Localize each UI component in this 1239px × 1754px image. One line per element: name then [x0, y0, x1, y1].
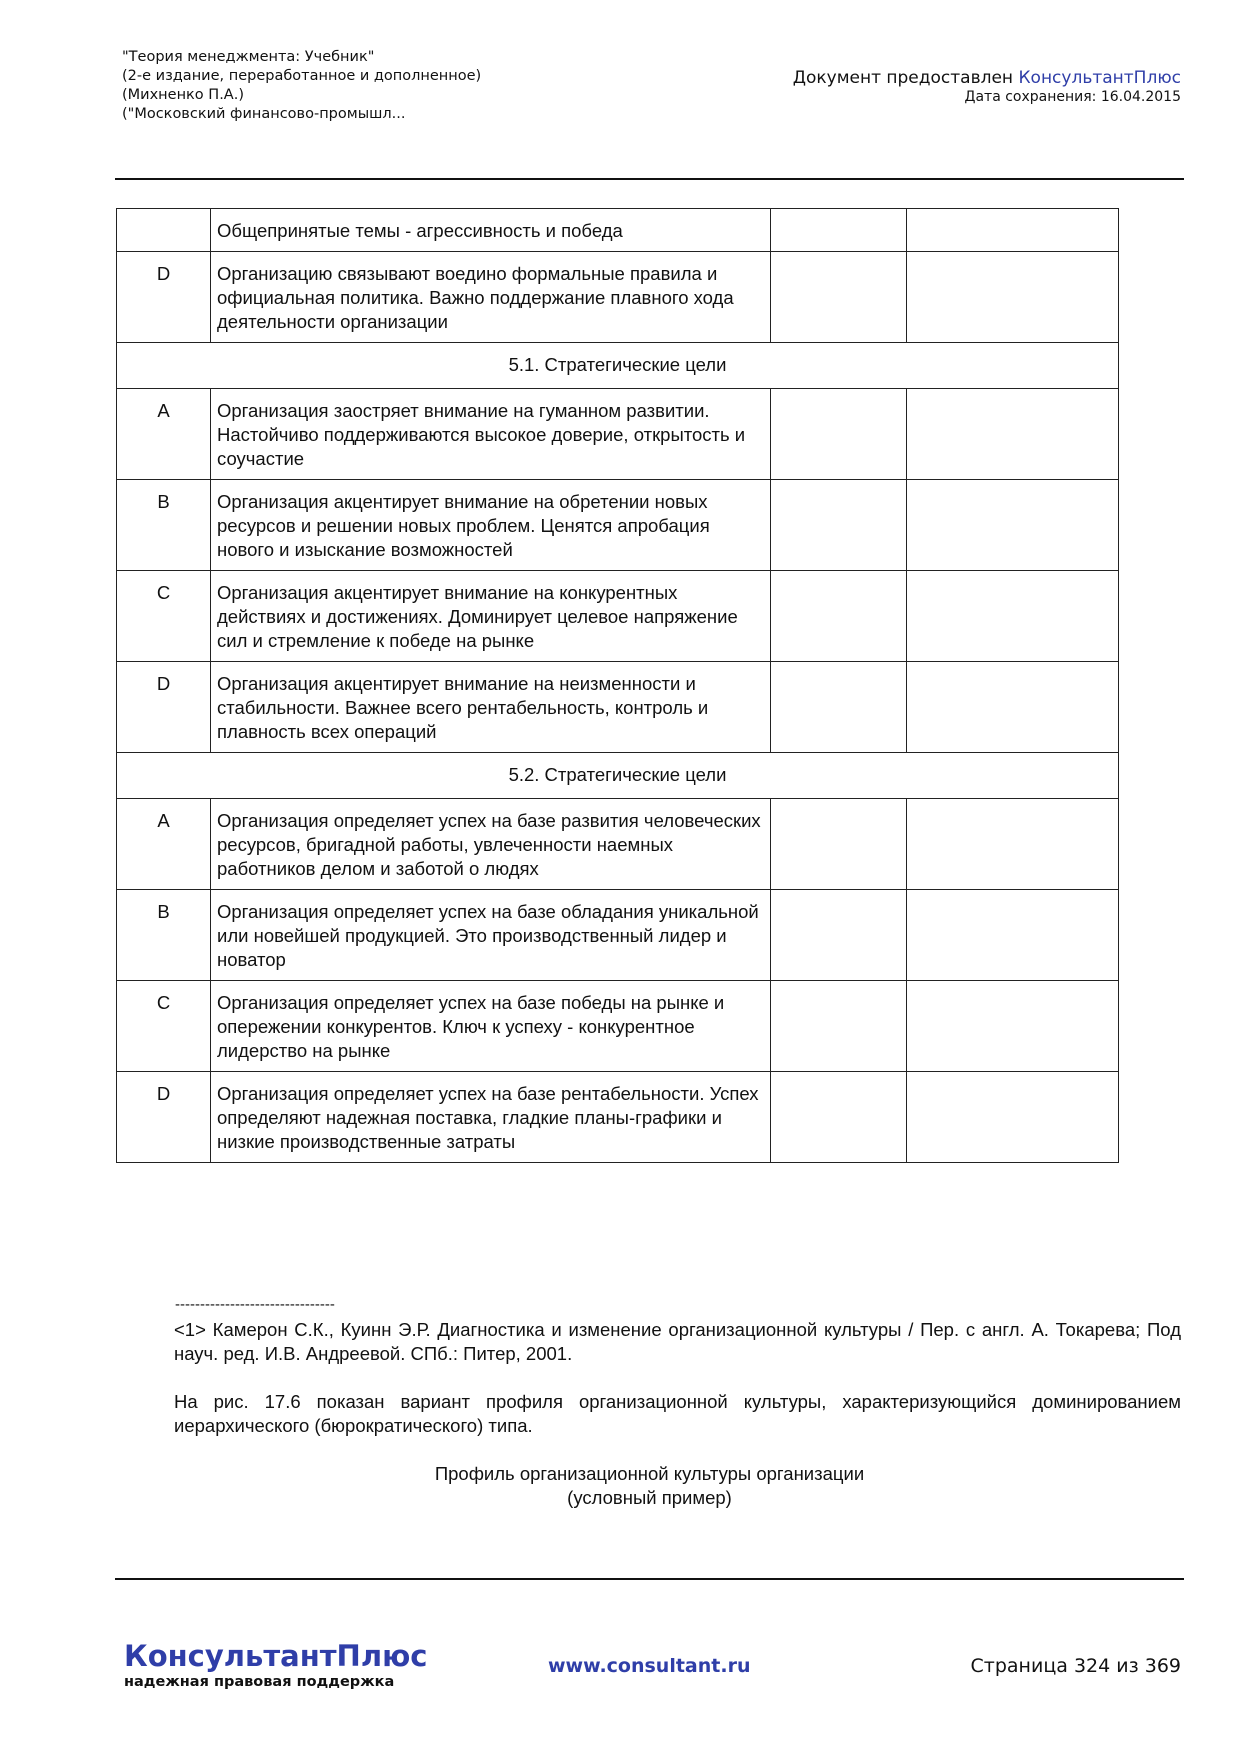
score-cell-preferred — [907, 890, 1119, 981]
score-cell-preferred — [907, 252, 1119, 343]
title-line-4: ("Московский финансово-промышл... — [122, 106, 406, 122]
footnote-text — [118, 1318, 1181, 1366]
row-text: Организация определяет успех на базе развития человеческих ресурсов, бригадной работы, увлеченности наемных работников делом и заботой о людях — [211, 799, 771, 890]
footnote-separator: -------------------------------- — [175, 1296, 335, 1313]
score-cell-preferred — [907, 981, 1119, 1072]
row-text: Общепринятые темы - агрессивность и победа — [211, 209, 771, 252]
figure-caption — [118, 1462, 1181, 1510]
score-cell-preferred — [907, 480, 1119, 571]
table-row — [117, 209, 1119, 252]
footer-divider — [115, 1578, 1184, 1580]
score-cell-now — [771, 389, 907, 480]
title-line-3: (Михненко П.А.) — [122, 87, 244, 103]
page-counter: Страница 324 из 369 — [970, 1655, 1181, 1677]
score-cell-preferred — [907, 571, 1119, 662]
logo-text: КонсультантПлюс — [124, 1639, 428, 1673]
row-text: Организация акцентирует внимание на конкурентных действиях и достижениях. Доминирует целевое напряжение сил и стремление к победе на рынке — [211, 571, 771, 662]
row-letter: C — [117, 571, 211, 662]
provider-brand-link[interactable]: КонсультантПлюс — [1018, 68, 1181, 88]
table-row — [117, 252, 1119, 343]
row-text: Организация акцентирует внимание на обретении новых ресурсов и решении новых проблем. Ценятся апробация нового и изыскание возможностей — [211, 480, 771, 571]
row-letter: D — [117, 662, 211, 753]
row-letter: A — [117, 799, 211, 890]
section-header-row — [117, 753, 1119, 799]
row-letter — [117, 209, 211, 252]
row-letter: B — [117, 890, 211, 981]
row-letter: D — [117, 1072, 211, 1163]
provider-block — [760, 68, 1181, 107]
figure-caption-title: Профиль организационной культуры организации — [434, 1463, 865, 1484]
score-cell-preferred — [907, 662, 1119, 753]
consultant-logo[interactable] — [124, 1640, 427, 1692]
score-cell-now — [771, 252, 907, 343]
row-letter: B — [117, 480, 211, 571]
row-text: Организация определяет успех на базе победы на рынке и опережении конкурентов. Ключ к успеху - конкурентное лидерство на рынке — [211, 981, 771, 1072]
section-header-row — [117, 343, 1119, 389]
figure-caption-subtitle: (условный пример) — [567, 1487, 732, 1508]
score-cell-preferred — [907, 1072, 1119, 1163]
table-row — [117, 571, 1119, 662]
footnote-body: <1> Камерон С.К., Куинн Э.Р. Диагностика и изменение организационной культуры / Пер. с англ. А. Токарева; Под науч. ред. И.В. Андреевой. СПб.: Питер, 2001. — [174, 1319, 1181, 1364]
table-row — [117, 890, 1119, 981]
table-row — [117, 662, 1119, 753]
row-text: Организация определяет успех на базе рентабельности. Успех определяют надежная поставка, гладкие планы-графики и низкие производственные затраты — [211, 1072, 771, 1163]
culture-assessment-table — [116, 208, 1119, 1163]
provided-by-label: Документ предоставлен — [792, 68, 1014, 88]
body-paragraph — [118, 1390, 1181, 1438]
row-text: Организация заостряет внимание на гуманном развитии. Настойчиво поддерживаются высокое доверие, открытость и соучастие — [211, 389, 771, 480]
document-title-block — [122, 48, 481, 124]
row-text: Организация акцентирует внимание на неизменности и стабильности. Важнее всего рентабельность, контроль и плавность всех операций — [211, 662, 771, 753]
score-cell-now — [771, 1072, 907, 1163]
title-line-1: "Теория менеджмента: Учебник" — [122, 49, 375, 65]
logo-tagline: надежная правовая поддержка — [124, 1674, 395, 1690]
table-row — [117, 799, 1119, 890]
score-cell-preferred — [907, 799, 1119, 890]
score-cell-now — [771, 480, 907, 571]
score-cell-now — [771, 799, 907, 890]
header-divider — [115, 178, 1184, 180]
score-cell-now — [771, 209, 907, 252]
body-paragraph-text: На рис. 17.6 показан вариант профиля организационной культуры, характеризующийся доминированием иерархического (бюрократического) типа. — [174, 1391, 1181, 1436]
table-row — [117, 981, 1119, 1072]
row-letter: A — [117, 389, 211, 480]
score-cell-now — [771, 890, 907, 981]
table-row — [117, 1072, 1119, 1163]
score-cell-now — [771, 981, 907, 1072]
site-link[interactable]: www.consultant.ru — [548, 1655, 751, 1677]
save-date: Дата сохранения: 16.04.2015 — [964, 89, 1181, 105]
section-title: 5.2. Стратегические цели — [117, 753, 1119, 799]
score-cell-preferred — [907, 209, 1119, 252]
row-text: Организацию связывают воедино формальные правила и официальная политика. Важно поддержание плавного хода деятельности организации — [211, 252, 771, 343]
title-line-2: (2-е издание, переработанное и дополненное) — [122, 68, 482, 84]
score-cell-now — [771, 571, 907, 662]
row-letter: D — [117, 252, 211, 343]
row-letter: C — [117, 981, 211, 1072]
score-cell-preferred — [907, 389, 1119, 480]
table-row — [117, 480, 1119, 571]
section-title: 5.1. Стратегические цели — [117, 343, 1119, 389]
score-cell-now — [771, 662, 907, 753]
row-text: Организация определяет успех на базе обладания уникальной или новейшей продукцией. Это производственный лидер и новатор — [211, 890, 771, 981]
table-row — [117, 389, 1119, 480]
